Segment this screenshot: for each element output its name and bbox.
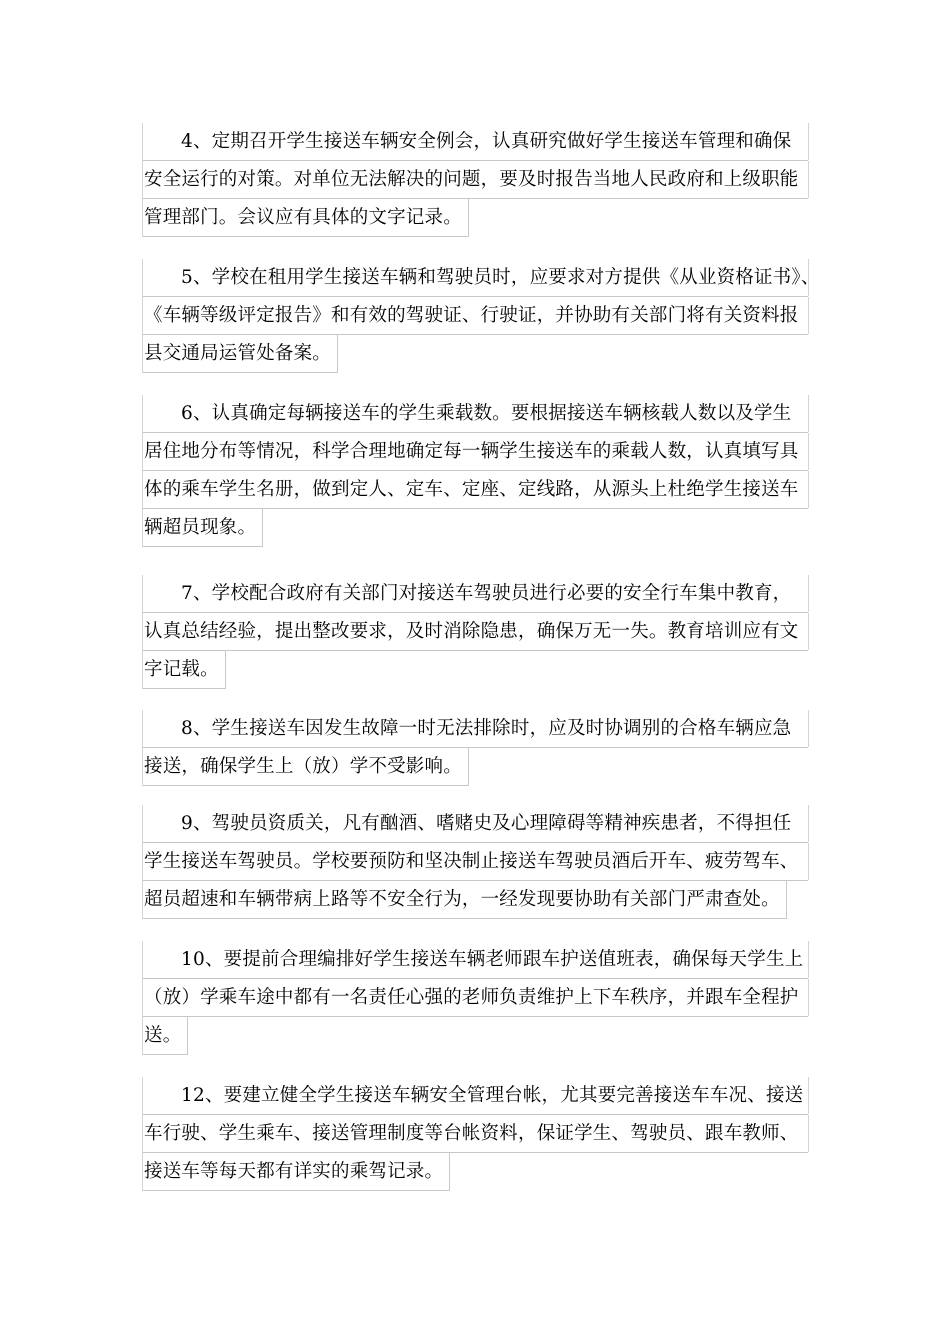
text-line: 接送车等每天都有详实的乘驾记录。 <box>142 1153 450 1191</box>
text-line: 体的乘车学生名册，做到定人、定车、定座、定线路，从源头上杜绝学生接送车 <box>142 471 808 509</box>
text-line: 8、学生接送车因发生故障一时无法排除时，应及时协调别的合格车辆应急 <box>142 710 808 748</box>
text-line: 车行驶、学生乘车、接送管理制度等台帐资料，保证学生、驾驶员、跟车教师、 <box>142 1115 808 1153</box>
paragraph-7 <box>142 575 808 689</box>
paragraph-5 <box>142 259 820 373</box>
text-line: 4、定期召开学生接送车辆安全例会，认真研究做好学生接送车管理和确保 <box>142 123 808 161</box>
text-line: 安全运行的对策。对单位无法解决的问题，要及时报告当地人民政府和上级职能 <box>142 161 808 199</box>
text-line: 超员超速和车辆带病上路等不安全行为，一经发现要协助有关部门严肃查处。 <box>142 881 787 919</box>
text-line: 居住地分布等情况，科学合理地确定每一辆学生接送车的乘载人数，认真填写具 <box>142 433 808 471</box>
text-line: 9、驾驶员资质关，凡有酗酒、嗜赌史及心理障碍等精神疾患者，不得担任 <box>142 805 808 843</box>
paragraph-8 <box>142 710 808 786</box>
paragraph-12 <box>142 1077 808 1191</box>
text-line: 6、认真确定每辆接送车的学生乘载数。要根据接送车辆核载人数以及学生 <box>142 395 808 433</box>
text-line: 管理部门。会议应有具体的文字记录。 <box>142 199 469 237</box>
paragraph-10 <box>142 941 808 1055</box>
text-line: 认真总结经验，提出整改要求，及时消除隐患，确保万无一失。教育培训应有文 <box>142 613 808 651</box>
text-line: （放）学乘车途中都有一名责任心强的老师负责维护上下车秩序，并跟车全程护 <box>142 979 808 1017</box>
paragraph-6 <box>142 395 808 547</box>
text-line: 《车辆等级评定报告》和有效的驾驶证、行驶证，并协助有关部门将有关资料报 <box>142 297 808 335</box>
text-line: 接送，确保学生上（放）学不受影响。 <box>142 748 469 786</box>
paragraph-9 <box>142 805 808 919</box>
text-line: 县交通局运管处备案。 <box>142 335 338 373</box>
text-line: 7、学校配合政府有关部门对接送车驾驶员进行必要的安全行车集中教育， <box>142 575 808 613</box>
text-line: 12、要建立健全学生接送车辆安全管理台帐，尤其要完善接送车车况、接送 <box>142 1077 808 1115</box>
text-line: 送。 <box>142 1017 188 1055</box>
text-line: 学生接送车驾驶员。学校要预防和坚决制止接送车驾驶员酒后开车、疲劳驾车、 <box>142 843 808 881</box>
paragraph-4 <box>142 123 808 237</box>
text-line: 5、学校在租用学生接送车辆和驾驶员时，应要求对方提供《从业资格证书》、 <box>142 259 808 297</box>
text-line: 辆超员现象。 <box>142 509 263 547</box>
text-line: 字记载。 <box>142 651 226 689</box>
text-line: 10、要提前合理编排好学生接送车辆老师跟车护送值班表，确保每天学生上 <box>142 941 808 979</box>
